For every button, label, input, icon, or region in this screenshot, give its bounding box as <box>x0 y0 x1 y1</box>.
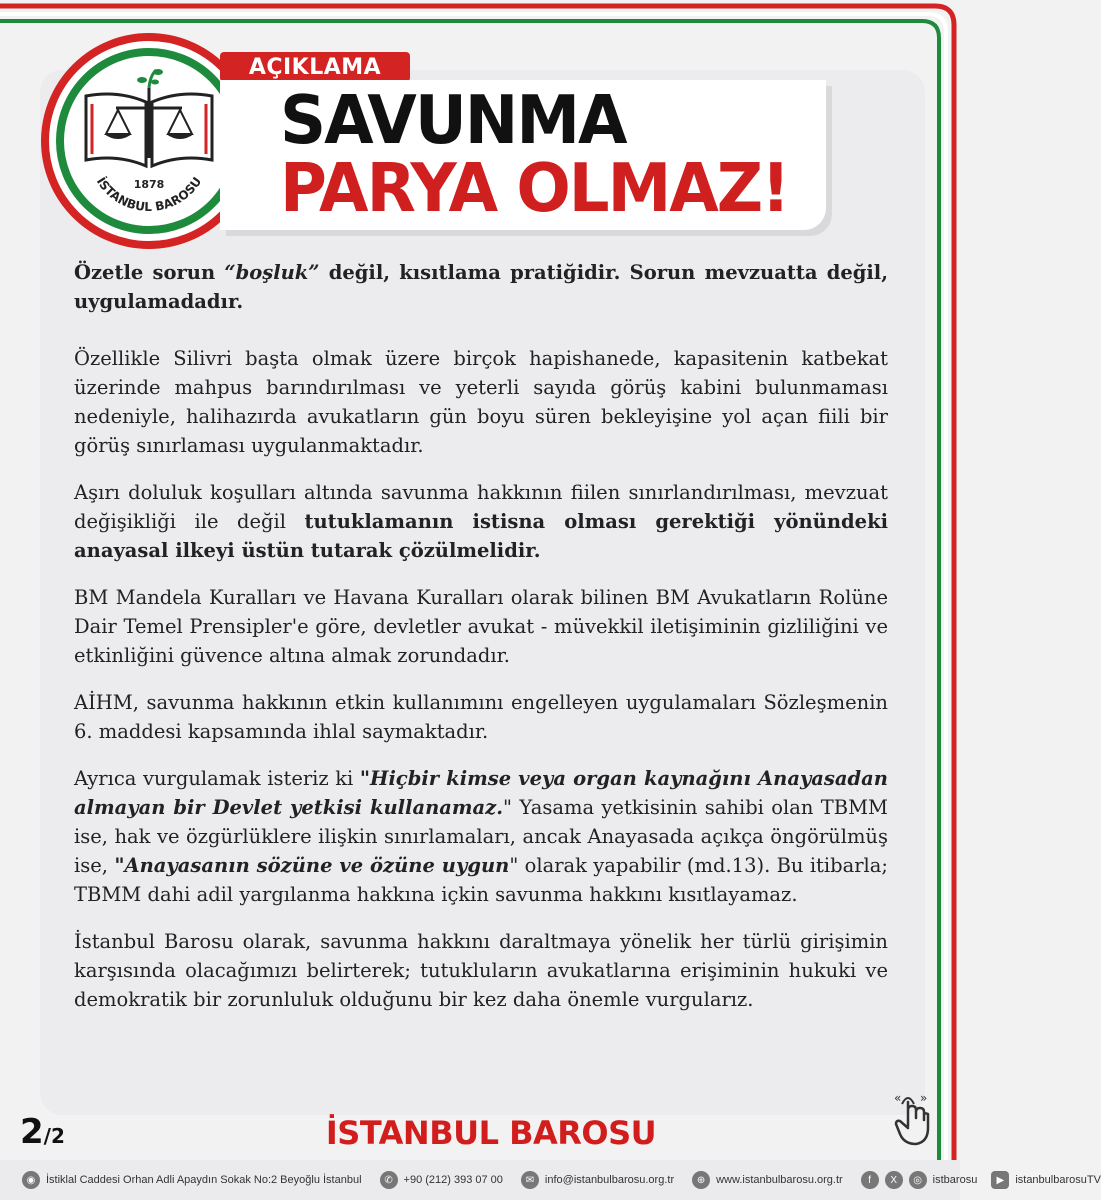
announcement-tag: AÇIKLAMA <box>220 52 410 82</box>
footer-bar <box>0 1160 1101 1200</box>
footer-phone-text: +90 (212) 393 07 00 <box>403 1174 503 1186</box>
brand-name <box>0 1114 960 1152</box>
statement-body <box>74 258 888 1032</box>
footer-web[interactable] <box>692 1171 843 1189</box>
location-icon: ◉ <box>22 1171 40 1189</box>
footer-web-text: www.istanbulbarosu.org.tr <box>716 1174 843 1186</box>
paragraph-5: AİHM, savunma hakkının etkin kullanımını engelleyen uygulamaları Sözleşmenin 6. maddesi kapsamında ihlal saymaktadır. <box>74 691 888 743</box>
p6-text-a: Ayrıca vurgulamak isteriz ki <box>74 767 360 790</box>
phone-icon: ✆ <box>380 1171 398 1189</box>
instagram-icon[interactable]: ◎ <box>909 1171 927 1189</box>
footer-phone[interactable] <box>380 1171 503 1189</box>
paragraph-3 <box>74 478 888 565</box>
footer-email[interactable] <box>521 1171 674 1189</box>
page-current: 2 <box>20 1112 44 1152</box>
paragraph-1 <box>74 258 888 316</box>
footer-youtube-text: istanbulbarosuTV <box>1015 1174 1101 1186</box>
footer-social-text: istbarosu <box>932 1174 978 1186</box>
page-total: /2 <box>43 1124 65 1148</box>
email-icon: ✉ <box>521 1171 539 1189</box>
footer-email-text: info@istanbulbarosu.org.tr <box>544 1174 675 1186</box>
footer-address <box>22 1171 362 1189</box>
logo-text: İSTANBUL BAROSU <box>93 174 205 215</box>
facebook-icon[interactable]: f <box>861 1171 879 1189</box>
logo-year: 1878 <box>133 178 165 191</box>
web-icon: ⊕ <box>692 1171 710 1189</box>
paragraph-2: Özellikle Silivri başta olmak üzere birçok hapishanede, kapasitenin katbekat üzerinde mahpus barındırılması ve yeterli sayıda görüş kabini bulunmaması nedeniyle, halihazırda avukatların gün boyu süren bekleyişine yol açan fiili bir görüş sınırlaması uygulanmaktadır. <box>74 347 888 457</box>
youtube-icon: ▶ <box>991 1171 1009 1189</box>
p6-text-e: " olarak yapabilir (md.13). Bu itibarla; TBMM dahi adil yargılanma hakkına içkin savunma hakkını kısıtlayamaz. <box>74 854 888 906</box>
p1-text-a: Özetle sorun <box>74 261 225 284</box>
svg-text:«: « <box>894 1091 902 1105</box>
p6-text-b: "Hiçbir kimse veya organ kaynağını Anayasadan almayan bir Devlet yetkisi kullanamaz. <box>74 767 888 819</box>
footer-youtube[interactable] <box>991 1171 1101 1189</box>
brand-text: İSTANBUL BAROSU <box>325 1114 657 1152</box>
p6-text-d: "Anayasanın sözüne ve özüne uygun <box>114 854 510 877</box>
swipe-hand-icon <box>888 1088 938 1148</box>
footer-address-text: İstiklal Caddesi Orhan Adli Apaydın Sokak No:2 Beyoğlu İstanbul <box>46 1174 362 1186</box>
title-line-2: PARYA OLMAZ! <box>280 150 789 228</box>
paragraph-4: BM Mandela Kuralları ve Havana Kuralları olarak bilinen BM Avukatların Rolüne Dair Temel Prensipler'e göre, devletler avukat - müvekkil iletişiminin gizliliğini ve etkinliğini güvence altına almak zorundadır. <box>74 586 888 667</box>
footer-social[interactable] <box>861 1171 978 1189</box>
p3-text-b: tutuklamanın istisna olması gerektiği yönündeki anayasal ilkeyi üstün tutarak çözülmelidir. <box>74 510 888 562</box>
p6-text-c: " Yasama yetkisinin sahibi olan TBMM ise, hak ve özgürlüklere ilişkin sınırlamaları, ancak Anayasada açıkça öngörülmüş ise, <box>74 796 888 877</box>
paragraph-6 <box>74 764 888 909</box>
paragraph-7: İstanbul Barosu olarak, savunma hakkını daraltmaya yönelik her türlü girişimin karşısında olacağımızı belirterek; tutukluların avukatlarına erişiminin hukuki ve demokratik bir zorunluluk olduğunu bir kez daha önemle vurgularız. <box>74 930 888 1011</box>
p1-text-c: değil, kısıtlama pratiğidir. Sorun mevzuatta değil, uygulamadadır. <box>74 261 888 313</box>
title-line-1: SAVUNMA <box>280 82 626 160</box>
title-box <box>220 80 826 230</box>
p3-text-a: Aşırı doluluk koşulları altında savunma hakkının fiilen sınırlandırılması, mevzuat değişikliği ile değil <box>74 481 888 533</box>
p1-text-b: “boşluk” <box>224 261 320 284</box>
x-icon[interactable]: X <box>885 1171 903 1189</box>
svg-text:»: » <box>920 1091 928 1105</box>
